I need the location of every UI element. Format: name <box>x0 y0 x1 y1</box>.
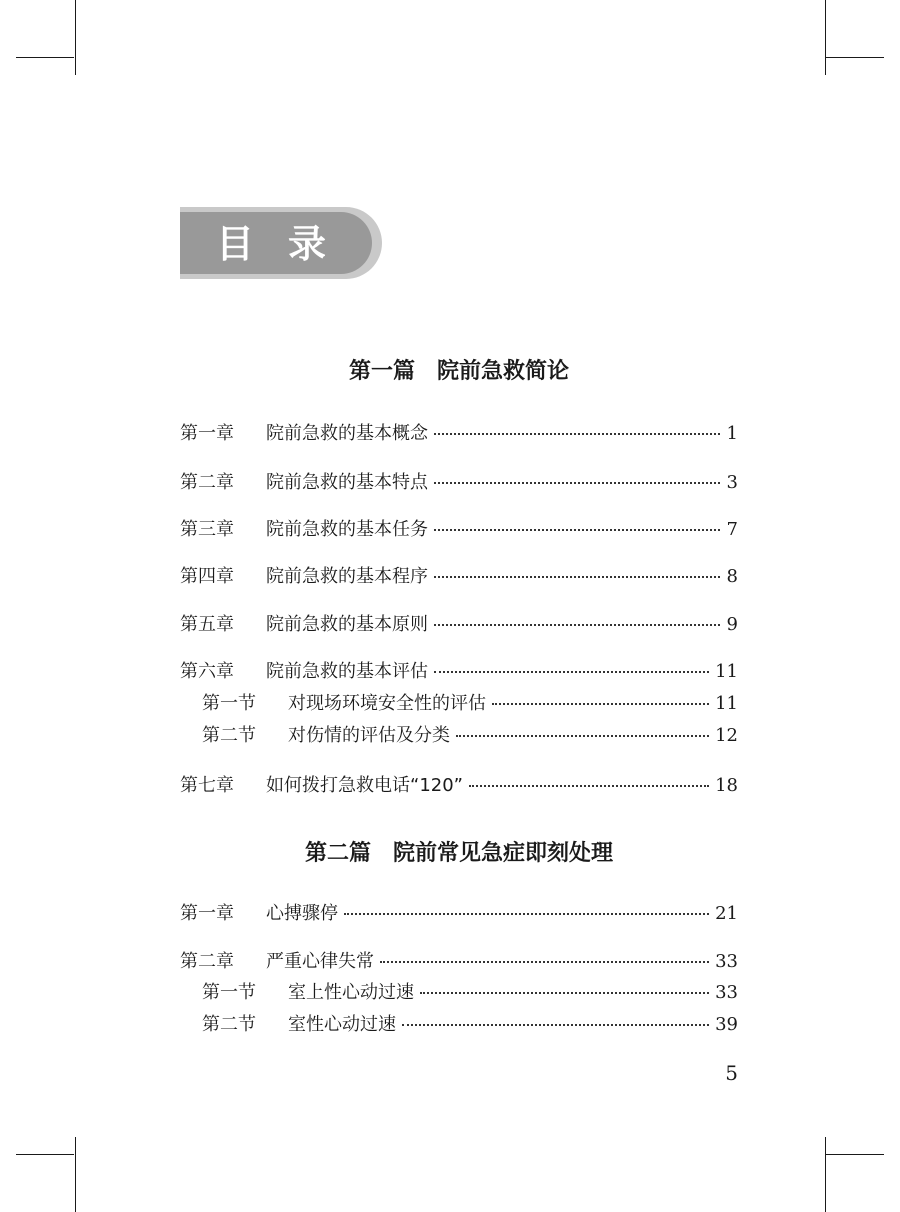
part-title <box>180 838 738 868</box>
chapter-title: 院前急救的基本特点 <box>266 472 428 493</box>
section-number: 第一节 <box>202 982 256 1003</box>
chapter-title: 院前急救的基本程序 <box>266 566 428 587</box>
toc-entry[interactable] <box>180 516 738 544</box>
part-name: 院前急救简论 <box>437 358 570 384</box>
page-number: 33 <box>715 982 738 1003</box>
chapter-number: 第五章 <box>180 614 234 635</box>
dot-leader <box>456 734 709 737</box>
page-number: 11 <box>715 661 738 682</box>
chapter-title: 严重心律失常 <box>266 951 374 972</box>
crop-mark <box>16 1154 74 1155</box>
page-number: 33 <box>715 951 738 972</box>
section-number: 第二节 <box>202 725 256 746</box>
toc-entry[interactable] <box>180 772 738 800</box>
section-title: 室性心动过速 <box>288 1014 396 1035</box>
page-number: 18 <box>715 775 738 796</box>
chapter-number: 第六章 <box>180 661 234 682</box>
toc-section-entry[interactable] <box>202 690 738 718</box>
dot-leader <box>402 1023 709 1026</box>
crop-mark <box>75 1137 76 1212</box>
dot-leader <box>434 623 720 626</box>
chapter-title: 院前急救的基本原则 <box>266 614 428 635</box>
dot-leader <box>469 784 709 787</box>
toc-entry[interactable] <box>180 658 738 686</box>
dot-leader <box>380 960 709 963</box>
part-title <box>180 356 738 386</box>
toc-entry[interactable] <box>180 900 738 928</box>
part-name: 院前常见急症即刻处理 <box>393 840 614 866</box>
dot-leader <box>434 432 720 435</box>
page-number: 3 <box>726 472 738 493</box>
chapter-title: 如何拨打急救电话“120” <box>266 775 464 796</box>
toc-section-entry[interactable] <box>202 722 738 750</box>
crop-mark <box>826 1154 884 1155</box>
chapter-number: 第一章 <box>180 423 234 444</box>
toc-entry[interactable] <box>180 420 738 448</box>
page-number: 9 <box>726 614 738 635</box>
toc-section-entry[interactable] <box>202 1011 738 1039</box>
section-title: 室上性心动过速 <box>288 982 414 1003</box>
dot-leader <box>434 481 720 484</box>
page-number: 1 <box>726 423 738 444</box>
toc-entry[interactable] <box>180 611 738 639</box>
page-number: 12 <box>715 725 738 746</box>
crop-mark <box>825 0 826 75</box>
page-number: 7 <box>726 519 738 540</box>
toc-section-entry[interactable] <box>202 979 738 1007</box>
toc-entry[interactable] <box>180 563 738 591</box>
chapter-number: 第一章 <box>180 903 234 924</box>
chapter-title: 心搏骤停 <box>266 903 338 924</box>
toc-entry[interactable] <box>180 469 738 497</box>
chapter-number: 第三章 <box>180 519 234 540</box>
dot-leader <box>420 991 709 994</box>
page-number: 21 <box>715 903 738 924</box>
section-title: 对现场环境安全性的评估 <box>288 693 486 714</box>
section-title: 对伤情的评估及分类 <box>288 725 450 746</box>
chapter-title: 院前急救的基本概念 <box>266 423 428 444</box>
dot-leader <box>344 912 709 915</box>
chapter-title: 院前急救的基本评估 <box>266 661 428 682</box>
page-number: 11 <box>715 693 738 714</box>
section-number: 第二节 <box>202 1014 256 1035</box>
dot-leader <box>492 702 709 705</box>
toc-entry[interactable] <box>180 948 738 976</box>
chapter-number: 第四章 <box>180 566 234 587</box>
dot-leader <box>434 575 720 578</box>
page-folio: 5 <box>725 1061 738 1085</box>
chapter-number: 第二章 <box>180 951 234 972</box>
page-number: 39 <box>715 1014 738 1035</box>
toc-title: 目录 <box>216 222 361 266</box>
section-number: 第一节 <box>202 693 256 714</box>
dot-leader <box>434 670 709 673</box>
crop-mark <box>16 57 74 58</box>
dot-leader <box>434 528 720 531</box>
crop-mark <box>826 57 884 58</box>
chapter-title: 院前急救的基本任务 <box>266 519 428 540</box>
crop-mark <box>825 1137 826 1212</box>
chapter-number: 第二章 <box>180 472 234 493</box>
part-number: 第一篇 <box>348 358 415 384</box>
part-number: 第二篇 <box>304 840 371 866</box>
crop-mark <box>75 0 76 75</box>
page-number: 8 <box>726 566 738 587</box>
chapter-number: 第七章 <box>180 775 234 796</box>
